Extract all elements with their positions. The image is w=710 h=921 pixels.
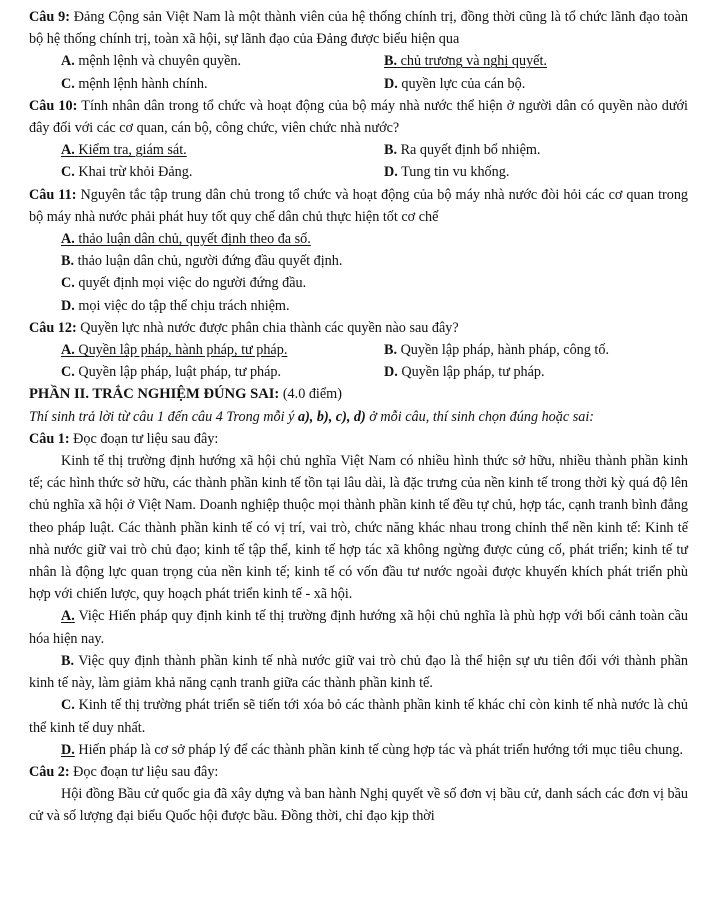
option-d[interactable] bbox=[61, 295, 688, 317]
statement-text: Việc Hiến pháp quy định kinh tế thị trường định hướng xã hội chủ nghĩa là phù hợp với bối cảnh toàn cầu hóa hiện nay. bbox=[29, 608, 688, 647]
statement-key: D. bbox=[61, 741, 75, 758]
statement-key: A. bbox=[61, 608, 75, 625]
option-text: quyền lực của cán bộ. bbox=[401, 75, 526, 92]
option-text: quyết định mọi việc do người đứng đầu. bbox=[78, 275, 307, 292]
option-b[interactable] bbox=[384, 139, 688, 161]
option-a[interactable] bbox=[61, 228, 688, 250]
option-text: Quyền lập pháp, tư pháp. bbox=[401, 364, 545, 381]
section-title: PHẦN II. TRẮC NGHIỆM ĐÚNG SAI: bbox=[29, 386, 280, 403]
option-text: mọi việc do tập thể chịu trách nhiệm. bbox=[78, 297, 290, 314]
statement-d[interactable] bbox=[29, 739, 688, 761]
option-text: mệnh lệnh và chuyên quyền. bbox=[78, 53, 242, 70]
option-key: C. bbox=[61, 275, 75, 292]
question-10 bbox=[29, 95, 688, 139]
statement-key: B. bbox=[61, 652, 75, 669]
statement-c[interactable] bbox=[29, 694, 688, 738]
option-key: B. bbox=[61, 253, 75, 270]
question-12 bbox=[29, 317, 688, 339]
instruction-keys: a), b), c), d) bbox=[297, 408, 366, 425]
statement-key: C. bbox=[61, 697, 75, 714]
option-text: mệnh lệnh hành chính. bbox=[78, 75, 208, 92]
option-key: B. bbox=[384, 142, 398, 159]
statement-a[interactable] bbox=[29, 605, 688, 649]
option-key: B. bbox=[384, 53, 398, 70]
option-text: thảo luận dân chủ, quyết định theo đa số. bbox=[78, 231, 311, 248]
question-text: Quyền lực nhà nước được phân chia thành các quyền nào sau đây? bbox=[80, 319, 459, 336]
option-c[interactable] bbox=[61, 272, 688, 294]
option-text: Kiểm tra, giám sát. bbox=[78, 142, 187, 159]
option-key: C. bbox=[61, 75, 75, 92]
question-label: Câu 2: bbox=[29, 763, 70, 780]
statement-text: Kinh tế thị trường phát triển sẽ tiến tới xóa bỏ các thành phần kinh tế khác chỉ còn kinh tế nhà nước là chủ thể kinh tế duy nhất. bbox=[29, 697, 688, 736]
option-key: D. bbox=[61, 297, 75, 314]
section-points: (4.0 điểm) bbox=[282, 386, 342, 403]
option-key: D. bbox=[384, 164, 398, 181]
option-key: B. bbox=[384, 342, 398, 359]
option-text: Quyền lập pháp, luật pháp, tư pháp. bbox=[78, 364, 282, 381]
option-d[interactable] bbox=[384, 361, 688, 383]
question-9 bbox=[29, 6, 688, 50]
reading-passage: Hội đồng Bầu cử quốc gia đã xây dựng và ban hành Nghị quyết về số đơn vị bầu cử, danh sách các đơn vị bầu cử và số lượng đại biểu Quốc hội được bầu. Đồng thời, chỉ đạo kịp thời bbox=[29, 786, 688, 825]
option-key: A. bbox=[61, 342, 75, 359]
section-heading bbox=[29, 383, 688, 405]
question-label: Câu 10: bbox=[29, 97, 78, 114]
option-key: C. bbox=[61, 364, 75, 381]
option-text: thảo luận dân chủ, người đứng đầu quyết định. bbox=[77, 253, 343, 270]
option-text: Tung tin vu khống. bbox=[401, 164, 510, 181]
option-c[interactable] bbox=[61, 361, 384, 383]
option-a[interactable] bbox=[61, 50, 384, 72]
option-c[interactable] bbox=[61, 161, 384, 183]
question-11 bbox=[29, 184, 688, 228]
option-d[interactable] bbox=[384, 161, 688, 183]
question-label: Câu 11: bbox=[29, 186, 77, 203]
statement-b[interactable] bbox=[29, 650, 688, 694]
options-q10 bbox=[29, 139, 688, 183]
question-label: Câu 1: bbox=[29, 430, 70, 447]
option-b[interactable] bbox=[384, 50, 688, 72]
reading-passage: Kinh tế thị trường định hướng xã hội chủ nghĩa Việt Nam có nhiều hình thức sở hữu, nhiều thành phần kinh tế; các hình thức sở hữu, các thành phần kinh tế tồn tại lâu dài, là đặc trưng của nền kinh tế trong thời kỳ quá độ lên chủ nghĩa xã hội ở Việt Nam. Doanh nghiệp thuộc mọi thành phần kinh tế đều tự chủ, hợp tác, cạnh tranh bình đẳng theo pháp luật. Các thành phần kinh tế có vị trí, vai trò, chức năng khác nhau trong chỉnh thể nền kinh tế: Kinh tế nhà nước giữ vai trò chủ đạo; kinh tế tập thể, kinh tế hợp tác xã không ngừng được củng cố, phát triển; kinh tế tư nhân là động lực quan trọng của nền kinh tế; kinh tế có vốn đầu tư nước ngoài được khuyến khích phát triển phù hợp với chiến lược, quy hoạch phát triển kinh tế - xã hội. bbox=[29, 453, 688, 603]
option-text: Quyền lập pháp, hành pháp, công tố. bbox=[400, 342, 609, 359]
option-a[interactable] bbox=[61, 139, 384, 161]
instruction-text: ở mỗi câu, thí sinh chọn đúng hoặc sai: bbox=[365, 408, 594, 425]
question-label: Câu 12: bbox=[29, 319, 77, 336]
statement-text: Hiến pháp là cơ sở pháp lý để các thành phần kinh tế cùng hợp tác và phát triển hướng tới mục tiêu chung. bbox=[78, 741, 683, 758]
instruction-text: Thí sinh trả lời từ câu 1 đến câu 4 Trong mỗi ý bbox=[29, 408, 298, 425]
option-text: Khai trừ khỏi Đảng. bbox=[78, 164, 193, 181]
option-key: A. bbox=[61, 53, 75, 70]
option-key: D. bbox=[384, 75, 398, 92]
option-d[interactable] bbox=[384, 73, 688, 95]
options-q12 bbox=[29, 339, 688, 383]
options-q9 bbox=[29, 50, 688, 94]
question-prompt: Đọc đoạn tư liệu sau đây: bbox=[73, 430, 219, 447]
question-label: Câu 9: bbox=[29, 9, 70, 25]
question-text: Tính nhân dân trong tổ chức và hoạt động của bộ máy nhà nước thể hiện ở người dân có quyền nào dưới đây đối với các cơ quan, cán bộ, công chức, viên chức nhà nước? bbox=[29, 97, 689, 137]
option-key: C. bbox=[61, 164, 75, 181]
option-key: D. bbox=[384, 364, 398, 381]
section-instruction bbox=[29, 406, 688, 428]
question-text: Nguyên tắc tập trung dân chủ trong tổ chức và hoạt động của bộ máy nhà nước đòi hỏi các cơ quan trong bộ máy nhà nước phải phát huy tốt quy chế dân chủ thực hiện tốt cơ chế bbox=[29, 186, 689, 225]
option-key: A. bbox=[61, 231, 75, 248]
option-key: A. bbox=[61, 142, 75, 159]
statement-text: Việc quy định thành phần kinh tế nhà nước giữ vai trò chủ đạo là thể hiện sự ưu tiên đối với thành phần kinh tế này, làm giảm khả năng cạnh tranh giữa các thành phần kinh tế. bbox=[29, 652, 688, 692]
question-prompt: Đọc đoạn tư liệu sau đây: bbox=[73, 763, 219, 780]
question-text: Đảng Cộng sản Việt Nam là một thành viên của hệ thống chính trị, đồng thời cũng là tổ chức lãnh đạo toàn bộ hệ thống chính trị, toàn xã hội, sự lãnh đạo của Đảng được biểu hiện qua bbox=[29, 9, 688, 48]
option-text: Ra quyết định bổ nhiệm. bbox=[400, 142, 541, 159]
option-c[interactable] bbox=[61, 73, 384, 95]
option-a[interactable] bbox=[61, 339, 384, 361]
option-text: chủ trương và nghị quyết. bbox=[400, 53, 547, 70]
option-b[interactable] bbox=[61, 250, 688, 272]
option-b[interactable] bbox=[384, 339, 688, 361]
tf-question-2 bbox=[29, 761, 688, 783]
tf-question-1 bbox=[29, 428, 688, 450]
options-q11 bbox=[29, 228, 688, 317]
option-text: Quyền lập pháp, hành pháp, tư pháp. bbox=[78, 342, 288, 359]
